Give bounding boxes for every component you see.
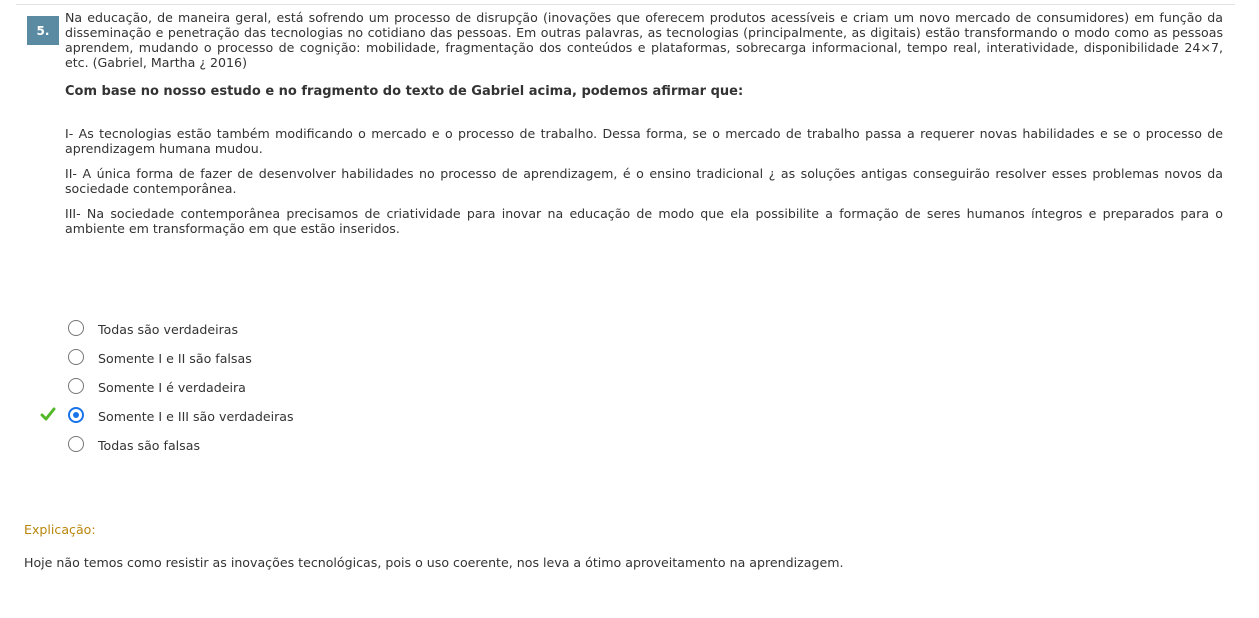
explanation-text: Hoje não temos como resistir as inovações tecnológicas, pois o uso coerente, nos leva a ótimo aproveitamento na aprendizagem. xyxy=(24,555,844,570)
question-prompt: Com base no nosso estudo e no fragmento do texto de Gabriel acima, podemos afirmar que: xyxy=(65,84,744,99)
option-label: Somente I e II são falsas xyxy=(98,351,252,366)
answer-options xyxy=(40,315,294,460)
option-3[interactable] xyxy=(40,373,294,402)
option-label: Todas são verdadeiras xyxy=(98,322,239,337)
option-label: Todas são falsas xyxy=(98,438,201,453)
explanation-title: Explicação: xyxy=(24,522,96,537)
option-label: Somente I é verdadeira xyxy=(98,380,246,395)
top-divider xyxy=(16,4,1235,5)
option-2[interactable] xyxy=(40,344,294,373)
statement-3: III- Na sociedade contemporânea precisamos de criatividade para inovar na educação de modo que ela possibilite a formação de seres humanos íntegros e preparados para o ambiente em transformação em que estão inseridos. xyxy=(65,206,1223,236)
option-4[interactable] xyxy=(40,402,294,431)
question-intro: Na educação, de maneira geral, está sofrendo um processo de disrupção (inovações que oferecem produtos acessíveis e criam um novo mercado de consumidores) em função da disseminação e penetração das tecnologias no cotidiano das pessoas. Em outras palavras, as tecnologias (principalmente, as digitais) estão transformando o modo como as pessoas aprendem, mudando o processo de cognição: mobilidade, fragmentação dos conteúdos e plataformas, sobrecarga informacional, tempo real, interatividade, disponibilidade 24×7, etc. (Gabriel, Martha ¿ 2016) xyxy=(65,10,1223,70)
option-1[interactable] xyxy=(40,315,294,344)
radio-button-selected[interactable] xyxy=(68,407,84,423)
radio-button[interactable] xyxy=(68,436,84,452)
question-number-badge: 5. xyxy=(27,16,59,45)
statement-1: I- As tecnologias estão também modificando o mercado e o processo de trabalho. Dessa forma, se o mercado de trabalho passa a requerer novas habilidades e se o processo de aprendizagem humana mudou. xyxy=(65,126,1223,156)
option-label: Somente I e III são verdadeiras xyxy=(98,409,294,424)
radio-button[interactable] xyxy=(68,378,84,394)
radio-button[interactable] xyxy=(68,349,84,365)
option-5[interactable] xyxy=(40,431,294,460)
statement-2: II- A única forma de fazer de desenvolver habilidades no processo de aprendizagem, é o ensino tradicional ¿ as soluções antigas conseguirão resolver esses problemas novos da sociedade contemporânea. xyxy=(65,166,1223,196)
check-icon xyxy=(40,406,56,422)
question-content xyxy=(65,10,1223,236)
radio-button[interactable] xyxy=(68,320,84,336)
